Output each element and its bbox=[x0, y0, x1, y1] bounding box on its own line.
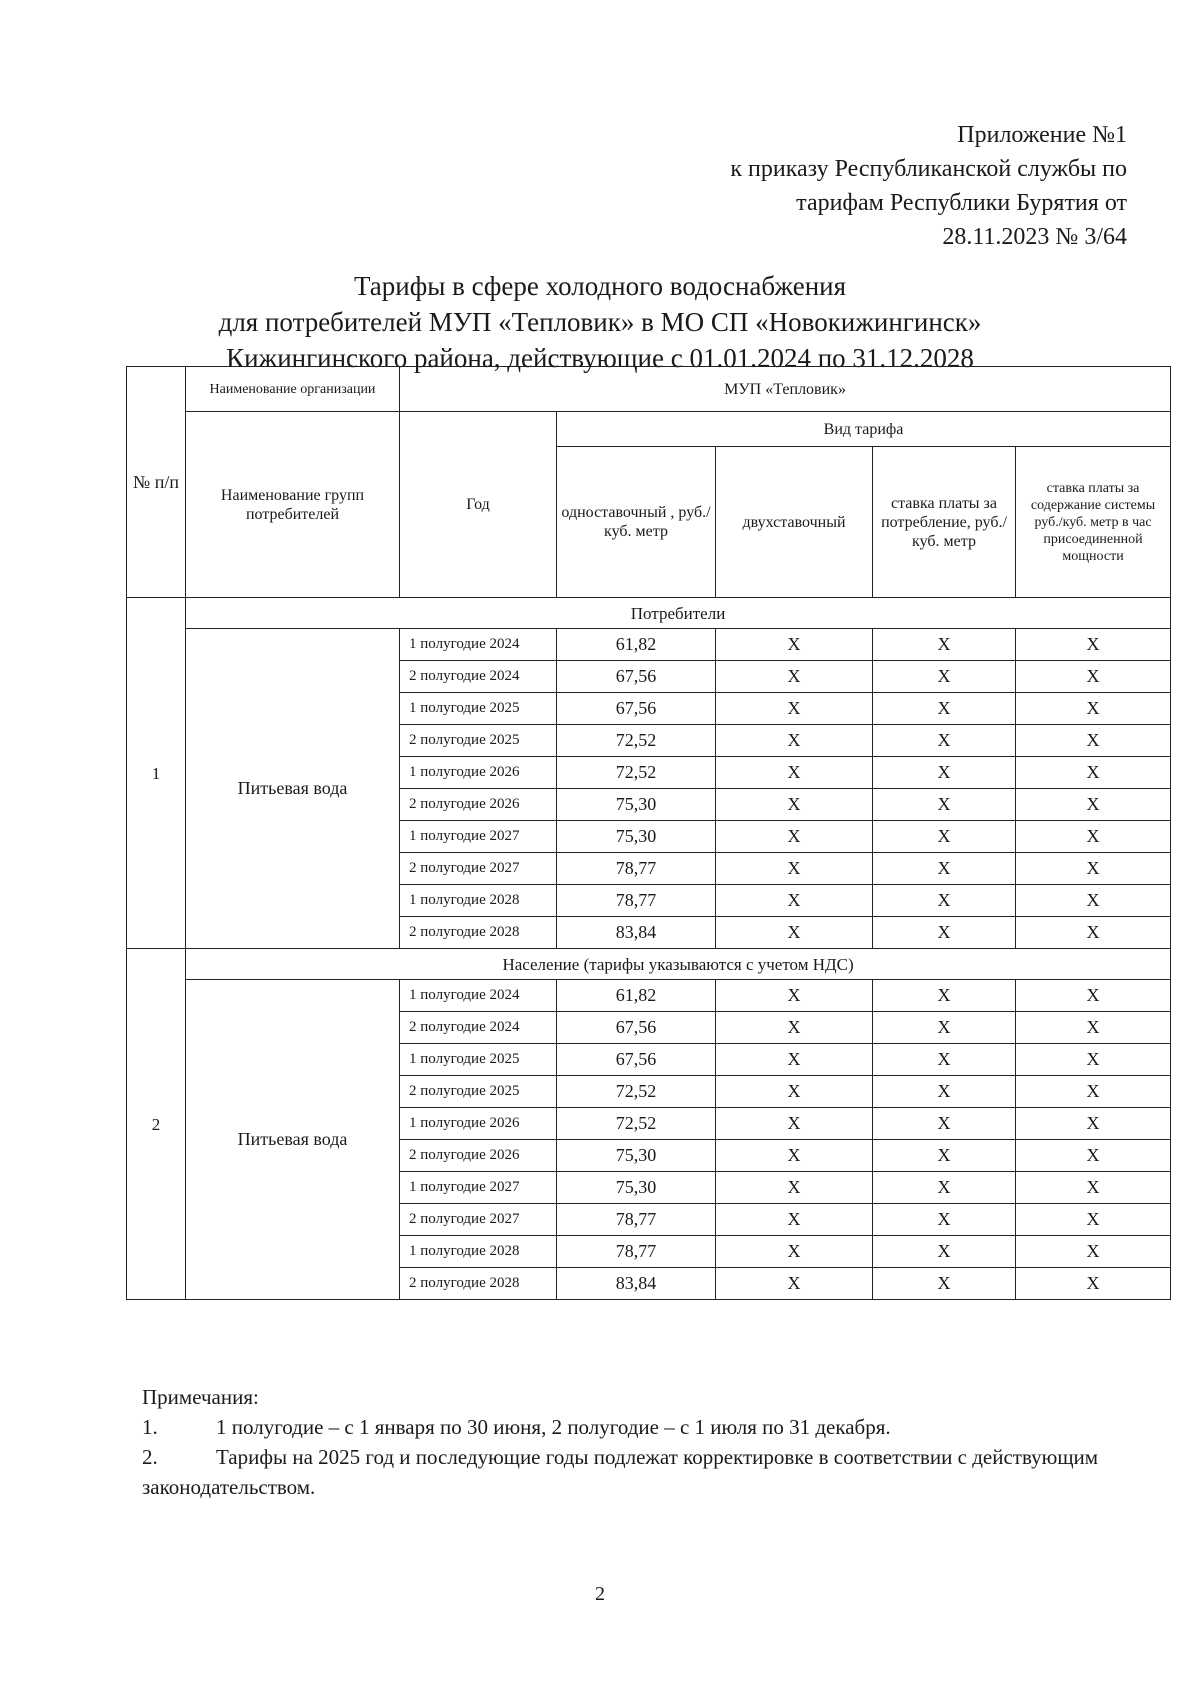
two-rate-cell: Х bbox=[716, 1076, 873, 1108]
single-rate-cell: 78,77 bbox=[557, 885, 716, 917]
tariff-table bbox=[126, 366, 1171, 1300]
note-number: 2. bbox=[142, 1445, 158, 1469]
capacity-rate-cell: Х bbox=[1016, 629, 1171, 661]
section-label: Потребители bbox=[186, 598, 1171, 629]
capacity-rate-cell: Х bbox=[1016, 1204, 1171, 1236]
capacity-rate-cell: Х bbox=[1016, 757, 1171, 789]
period-cell: 2 полугодие 2026 bbox=[400, 789, 557, 821]
consumption-rate-cell: Х bbox=[873, 757, 1016, 789]
capacity-rate-cell: Х bbox=[1016, 789, 1171, 821]
consumption-rate-cell: Х bbox=[873, 789, 1016, 821]
period-cell: 2 полугодие 2026 bbox=[400, 1140, 557, 1172]
capacity-rate-cell: Х bbox=[1016, 1108, 1171, 1140]
period-cell: 1 полугодие 2028 bbox=[400, 1236, 557, 1268]
appendix-line-2: к приказу Республиканской службы по bbox=[730, 156, 1127, 182]
appendix-reference bbox=[730, 118, 1127, 254]
capacity-rate-cell: Х bbox=[1016, 725, 1171, 757]
header-row-tariff-type bbox=[127, 412, 1171, 447]
period-cell: 1 полугодие 2027 bbox=[400, 1172, 557, 1204]
note-text: 1 полугодие – с 1 января по 30 июня, 2 полугодие – с 1 июля по 31 декабря. bbox=[216, 1415, 891, 1439]
title-line-3: Кижингинского района, действующие с 01.01.2024 по 31.12.2028 bbox=[226, 343, 974, 373]
period-cell: 1 полугодие 2025 bbox=[400, 693, 557, 725]
capacity-rate-cell: Х bbox=[1016, 1172, 1171, 1204]
single-rate-cell: 72,52 bbox=[557, 757, 716, 789]
section-number: 2 bbox=[127, 949, 186, 1300]
single-rate-cell: 75,30 bbox=[557, 789, 716, 821]
capacity-rate-cell: Х bbox=[1016, 980, 1171, 1012]
period-cell: 2 полугодие 2025 bbox=[400, 725, 557, 757]
section-row bbox=[127, 598, 1171, 629]
single-rate-cell: 61,82 bbox=[557, 980, 716, 1012]
header-capacity-rate: ставка платы за содержание системы руб./куб. метр в час присоединенной мощности bbox=[1016, 447, 1171, 598]
two-rate-cell: Х bbox=[716, 1204, 873, 1236]
header-consumption-rate: ставка платы за потребление, руб./ куб. метр bbox=[873, 447, 1016, 598]
title-line-1: Тарифы в сфере холодного водоснабжения bbox=[353, 271, 847, 301]
header-two-rate: двухставочный bbox=[716, 447, 873, 598]
period-cell: 2 полугодие 2024 bbox=[400, 1012, 557, 1044]
consumption-rate-cell: Х bbox=[873, 1012, 1016, 1044]
tariff-table-body bbox=[127, 367, 1171, 1300]
notes-heading: Примечания: bbox=[142, 1385, 259, 1409]
capacity-rate-cell: Х bbox=[1016, 1076, 1171, 1108]
single-rate-cell: 78,77 bbox=[557, 853, 716, 885]
header-row-organization bbox=[127, 367, 1171, 412]
two-rate-cell: Х bbox=[716, 1268, 873, 1300]
appendix-line-4: 28.11.2023 № 3/64 bbox=[942, 224, 1127, 250]
notes-block bbox=[142, 1382, 1152, 1502]
period-cell: 2 полугодие 2028 bbox=[400, 917, 557, 949]
single-rate-cell: 75,30 bbox=[557, 1172, 716, 1204]
consumption-rate-cell: Х bbox=[873, 885, 1016, 917]
capacity-rate-cell: Х bbox=[1016, 853, 1171, 885]
two-rate-cell: Х bbox=[716, 725, 873, 757]
two-rate-cell: Х bbox=[716, 693, 873, 725]
two-rate-cell: Х bbox=[716, 1236, 873, 1268]
period-cell: 2 полугодие 2028 bbox=[400, 1268, 557, 1300]
consumption-rate-cell: Х bbox=[873, 1268, 1016, 1300]
period-cell: 1 полугодие 2028 bbox=[400, 885, 557, 917]
single-rate-cell: 72,52 bbox=[557, 1108, 716, 1140]
capacity-rate-cell: Х bbox=[1016, 885, 1171, 917]
single-rate-cell: 61,82 bbox=[557, 629, 716, 661]
single-rate-cell: 67,56 bbox=[557, 661, 716, 693]
period-cell: 2 полугодие 2025 bbox=[400, 1076, 557, 1108]
single-rate-cell: 78,77 bbox=[557, 1236, 716, 1268]
header-num: № п/п bbox=[127, 367, 186, 598]
header-year: Год bbox=[400, 412, 557, 598]
two-rate-cell: Х bbox=[716, 821, 873, 853]
capacity-rate-cell: Х bbox=[1016, 1012, 1171, 1044]
period-cell: 1 полугодие 2025 bbox=[400, 1044, 557, 1076]
single-rate-cell: 67,56 bbox=[557, 1012, 716, 1044]
consumption-rate-cell: Х bbox=[873, 821, 1016, 853]
header-tariff-type: Вид тарифа bbox=[557, 412, 1171, 447]
note-text: Тарифы на 2025 год и последующие годы подлежат корректировке в соответствии с действующим законодательством. bbox=[142, 1445, 1099, 1499]
consumer-group: Питьевая вода bbox=[186, 629, 400, 949]
two-rate-cell: Х bbox=[716, 980, 873, 1012]
table-row bbox=[127, 629, 1171, 661]
period-cell: 1 полугодие 2024 bbox=[400, 980, 557, 1012]
capacity-rate-cell: Х bbox=[1016, 1236, 1171, 1268]
note-item bbox=[142, 1442, 1152, 1502]
section-row bbox=[127, 949, 1171, 980]
consumption-rate-cell: Х bbox=[873, 629, 1016, 661]
document-title bbox=[0, 268, 1200, 376]
period-cell: 1 полугодие 2024 bbox=[400, 629, 557, 661]
page-number: 2 bbox=[595, 1583, 605, 1605]
appendix-line-1: Приложение №1 bbox=[957, 122, 1127, 148]
two-rate-cell: Х bbox=[716, 789, 873, 821]
single-rate-cell: 67,56 bbox=[557, 1044, 716, 1076]
consumption-rate-cell: Х bbox=[873, 1204, 1016, 1236]
consumption-rate-cell: Х bbox=[873, 1172, 1016, 1204]
two-rate-cell: Х bbox=[716, 1044, 873, 1076]
two-rate-cell: Х bbox=[716, 885, 873, 917]
consumption-rate-cell: Х bbox=[873, 917, 1016, 949]
capacity-rate-cell: Х bbox=[1016, 693, 1171, 725]
period-cell: 1 полугодие 2027 bbox=[400, 821, 557, 853]
consumption-rate-cell: Х bbox=[873, 1076, 1016, 1108]
capacity-rate-cell: Х bbox=[1016, 661, 1171, 693]
period-cell: 1 полугодие 2026 bbox=[400, 757, 557, 789]
single-rate-cell: 67,56 bbox=[557, 693, 716, 725]
header-org-value: МУП «Тепловик» bbox=[400, 367, 1171, 412]
capacity-rate-cell: Х bbox=[1016, 1140, 1171, 1172]
header-org-label: Наименование организации bbox=[186, 367, 400, 412]
appendix-line-3: тарифам Республики Бурятия от bbox=[796, 190, 1127, 216]
two-rate-cell: Х bbox=[716, 917, 873, 949]
single-rate-cell: 78,77 bbox=[557, 1204, 716, 1236]
period-cell: 2 полугодие 2027 bbox=[400, 1204, 557, 1236]
capacity-rate-cell: Х bbox=[1016, 821, 1171, 853]
two-rate-cell: Х bbox=[716, 629, 873, 661]
section-label: Население (тарифы указываются с учетом НДС) bbox=[186, 949, 1171, 980]
table-row bbox=[127, 980, 1171, 1012]
header-single-rate: одноставочный , руб./ куб. метр bbox=[557, 447, 716, 598]
two-rate-cell: Х bbox=[716, 1012, 873, 1044]
note-number: 1. bbox=[142, 1415, 158, 1439]
two-rate-cell: Х bbox=[716, 1108, 873, 1140]
consumption-rate-cell: Х bbox=[873, 1236, 1016, 1268]
consumption-rate-cell: Х bbox=[873, 693, 1016, 725]
single-rate-cell: 72,52 bbox=[557, 1076, 716, 1108]
consumption-rate-cell: Х bbox=[873, 1108, 1016, 1140]
single-rate-cell: 83,84 bbox=[557, 1268, 716, 1300]
consumption-rate-cell: Х bbox=[873, 980, 1016, 1012]
two-rate-cell: Х bbox=[716, 1140, 873, 1172]
consumer-group: Питьевая вода bbox=[186, 980, 400, 1300]
capacity-rate-cell: Х bbox=[1016, 1044, 1171, 1076]
single-rate-cell: 83,84 bbox=[557, 917, 716, 949]
consumption-rate-cell: Х bbox=[873, 725, 1016, 757]
period-cell: 2 полугодие 2027 bbox=[400, 853, 557, 885]
period-cell: 2 полугодие 2024 bbox=[400, 661, 557, 693]
single-rate-cell: 75,30 bbox=[557, 821, 716, 853]
two-rate-cell: Х bbox=[716, 757, 873, 789]
capacity-rate-cell: Х bbox=[1016, 917, 1171, 949]
two-rate-cell: Х bbox=[716, 853, 873, 885]
single-rate-cell: 72,52 bbox=[557, 725, 716, 757]
single-rate-cell: 75,30 bbox=[557, 1140, 716, 1172]
consumption-rate-cell: Х bbox=[873, 1140, 1016, 1172]
note-item bbox=[142, 1412, 1152, 1442]
title-line-2: для потребителей МУП «Тепловик» в МО СП «Новокижингинск» bbox=[218, 307, 982, 337]
capacity-rate-cell: Х bbox=[1016, 1268, 1171, 1300]
two-rate-cell: Х bbox=[716, 1172, 873, 1204]
header-consumer-groups: Наименование групп потребителей bbox=[186, 412, 400, 598]
period-cell: 1 полугодие 2026 bbox=[400, 1108, 557, 1140]
consumption-rate-cell: Х bbox=[873, 853, 1016, 885]
two-rate-cell: Х bbox=[716, 661, 873, 693]
consumption-rate-cell: Х bbox=[873, 661, 1016, 693]
consumption-rate-cell: Х bbox=[873, 1044, 1016, 1076]
section-number: 1 bbox=[127, 598, 186, 949]
